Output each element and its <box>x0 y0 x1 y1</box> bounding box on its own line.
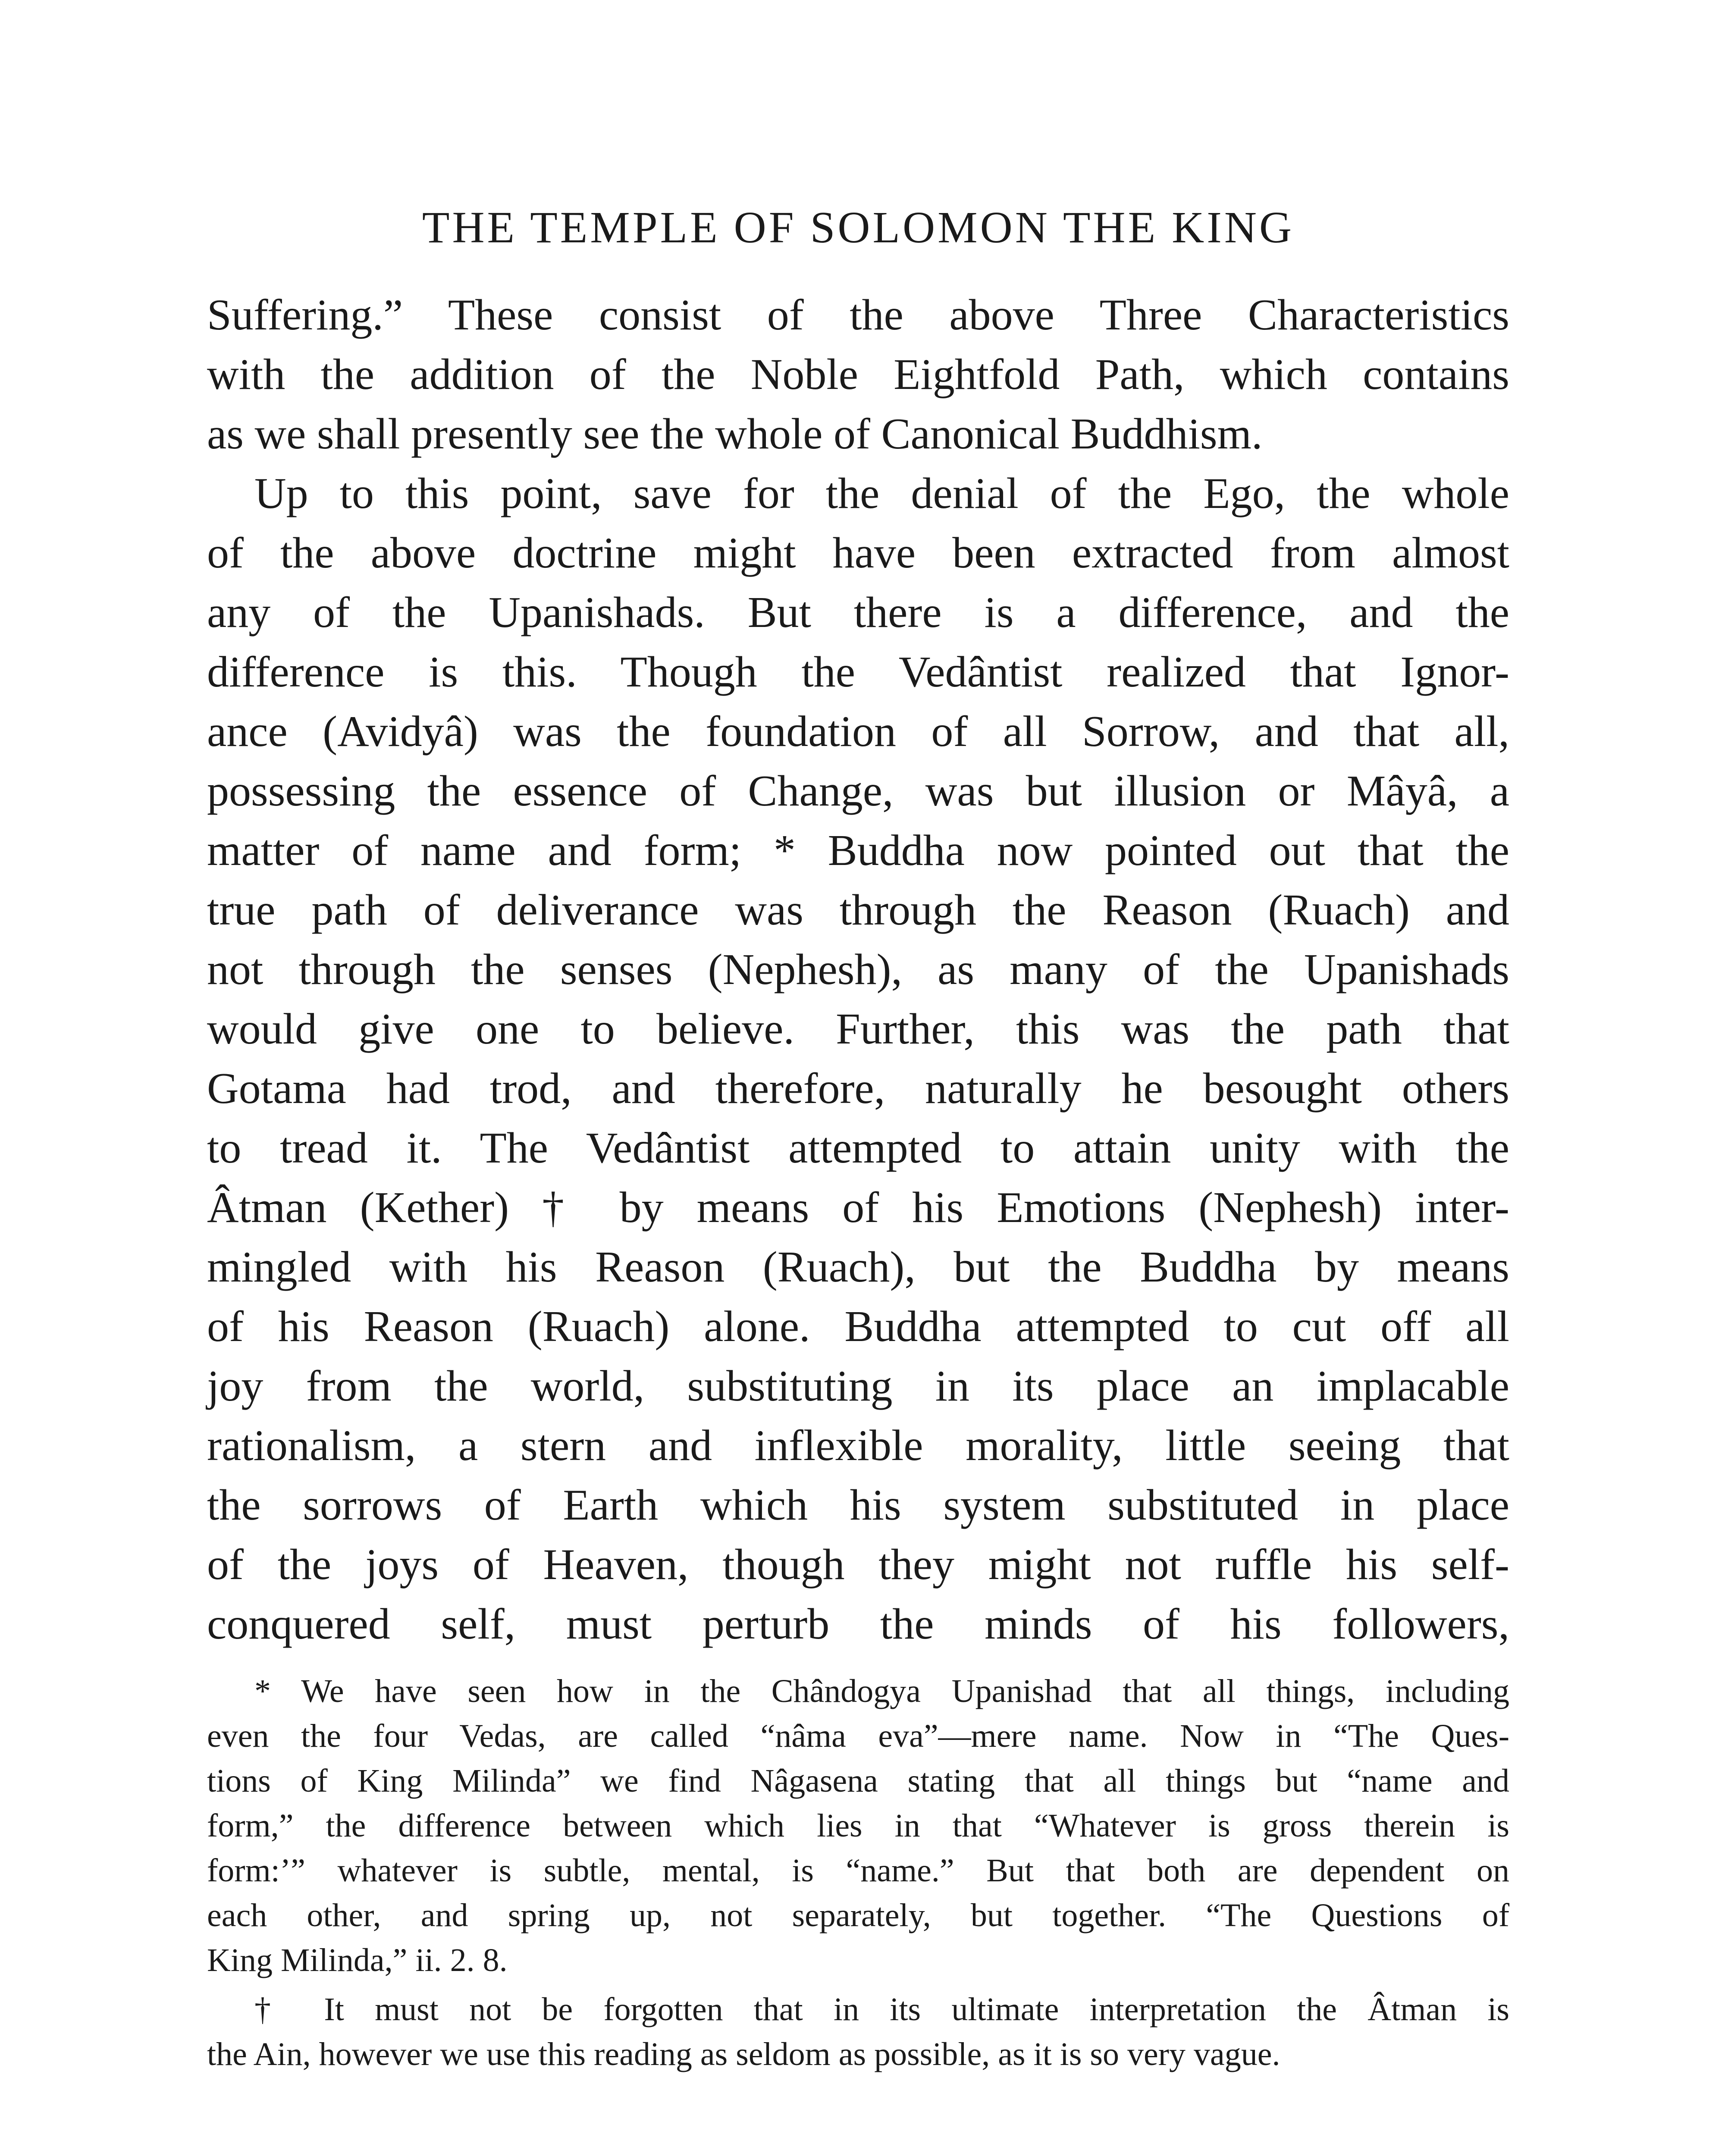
body-line: true path of deliverance was through the Reason (Ruach) and <box>207 886 1509 934</box>
body-line: to tread it. The Vedântist attempted to attain unity with the <box>207 1124 1509 1172</box>
footnote-line: tions of King Milinda” we find Nâgasena stating that all things but “name and <box>207 1763 1509 1799</box>
body-line: the sorrows of Earth which his system substituted in place <box>207 1481 1509 1529</box>
body-line: rationalism, a stern and inflexible morality, little seeing that <box>207 1421 1509 1470</box>
body-line: of the above doctrine might have been extracted from almost <box>207 529 1509 577</box>
body-line: of the joys of Heaven, though they might not ruffle his self- <box>207 1540 1509 1589</box>
footnote-line: * We have seen how in the Chândogya Upanishad that all things, including <box>254 1673 1509 1709</box>
body-line: would give one to believe. Further, this was the path that <box>207 1005 1509 1053</box>
body-line: with the addition of the Noble Eightfold Path, which contains <box>207 350 1509 399</box>
body-line: possessing the essence of Change, was but illusion or Mâyâ, a <box>207 767 1509 815</box>
footnote-line: King Milinda,” ii. 2. 8. <box>207 1942 508 1978</box>
body-line: of his Reason (Ruach) alone. Buddha attempted to cut off all <box>207 1302 1509 1351</box>
body-line: Gotama had trod, and therefore, naturally he besought others <box>207 1064 1509 1113</box>
footnote-line: form,” the difference between which lies in that “Whatever is gross therein is <box>207 1808 1509 1844</box>
footnote-asterisk <box>207 1669 1509 1983</box>
footnote-line: even the four Vedas, are called “nâma eva”—mere name. Now in “The Ques- <box>207 1718 1509 1754</box>
body-line: Suffering.” These consist of the above Three Characteristics <box>207 291 1509 339</box>
footnote-line: † It must not be forgotten that in its ultimate interpretation the Âtman is <box>254 1991 1509 2028</box>
body-line: Âtman (Kether) † by means of his Emotions (Nephesh) inter- <box>207 1183 1509 1232</box>
body-line: matter of name and form; * Buddha now pointed out that the <box>207 826 1509 875</box>
body-line: as we shall presently see the whole of Canonical Buddhism. <box>207 410 1263 458</box>
footnote-line: each other, and spring up, not separately, but together. “The Questions of <box>207 1897 1509 1934</box>
footnote-line: the Ain, however we use this reading as seldom as possible, as it is so very vague. <box>207 2036 1280 2072</box>
running-head: THE TEMPLE OF SOLOMON THE KING <box>422 203 1295 252</box>
body-line: not through the senses (Nephesh), as many of the Upanishads <box>207 945 1509 994</box>
body-line: Up to this point, save for the denial of the Ego, the whole <box>254 469 1509 518</box>
body-line: any of the Upanishads. But there is a difference, and the <box>207 588 1509 637</box>
body-line: conquered self, must perturb the minds of his followers, <box>207 1600 1509 1648</box>
footnote-dagger <box>207 1987 1509 2077</box>
body-line: difference is this. Though the Vedântist realized that Ignor- <box>207 648 1509 696</box>
body-text <box>207 285 1509 1654</box>
footnotes <box>207 1669 1509 2077</box>
body-line: mingled with his Reason (Ruach), but the Buddha by means <box>207 1243 1509 1291</box>
body-line: ance (Avidyâ) was the foundation of all Sorrow, and that all, <box>207 707 1509 756</box>
body-line: joy from the world, substituting in its place an implacable <box>207 1362 1509 1410</box>
footnote-line: form:’” whatever is subtle, mental, is “name.” But that both are dependent on <box>207 1852 1509 1889</box>
